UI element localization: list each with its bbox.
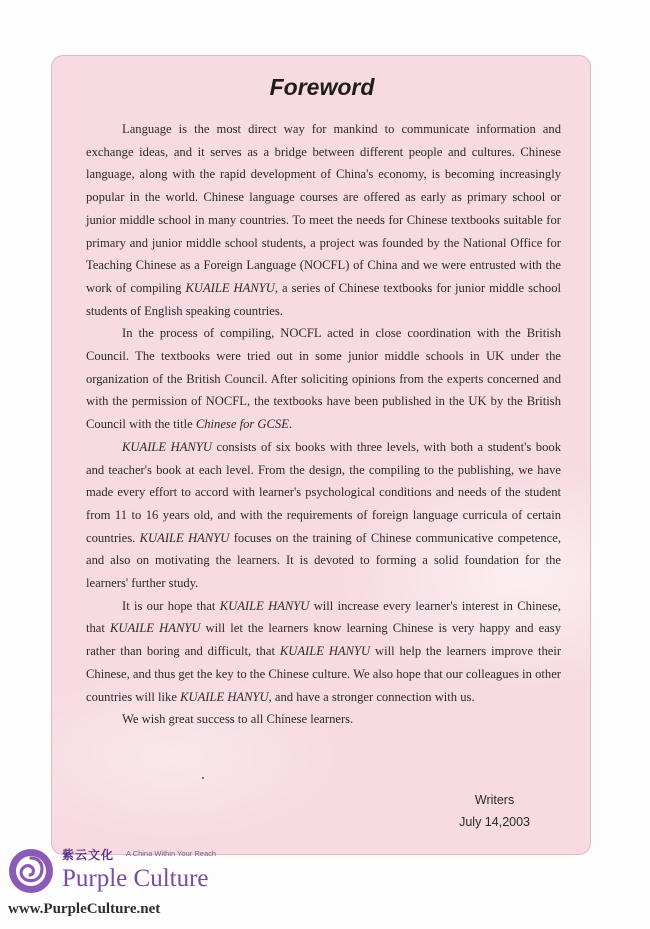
book-title-text: KUAILE HANYU — [139, 530, 230, 545]
book-title-text: KUAILE HANYU — [109, 621, 201, 636]
watermark — [4, 842, 264, 927]
watermark-chinese-name: 紫云文化 — [62, 848, 115, 862]
paragraph — [86, 118, 561, 322]
paragraph — [86, 708, 561, 731]
book-title-text: Chinese for GCSE — [195, 417, 289, 432]
watermark-url: www.PurpleCulture.net — [8, 901, 161, 917]
book-title-text: KUAILE HANYU — [122, 439, 212, 454]
signature-block — [459, 789, 530, 833]
page-title: Foreword — [269, 74, 375, 100]
paragraph-text: Language is the most direct way for mankind to communicate information and exchange ideas, and it serves as a bridge between different people and cultures. Chinese language, along with the rapid development of China's economy, is becoming increasingly popular in the world. Chinese language courses are offered as early as primary school or junior middle school in many countries. To meet the needs for Chinese textbooks suitable for primary and junior middle school students, a project was founded by the National Office for Teaching Chinese as a Foreign Language (NOCFL) of China and we were entrusted with the work of compiling — [86, 122, 561, 295]
paragraph-text: In the process of compiling, NOCFL acted in close coordination with the British Council. The textbooks were tried out in some junior middle schools in UK under the organization of the British Council. After soliciting opinions from the experts concerned and with the permission of NOCFL, the textbooks have been published in the UK by the British Council with the title — [86, 326, 561, 432]
paragraph-text: It is our hope that — [122, 598, 220, 613]
paragraph-text: focuses on the training of Chinese communicative competence, and also on motivating the learners. It is devoted to forming a solid foundation for the learners' further study. — [86, 530, 562, 591]
paragraph-text: We wish great success to all Chinese learners. — [122, 712, 354, 727]
stray-dot — [202, 777, 204, 779]
paragraph-text: . — [288, 417, 293, 432]
book-title-text: KUAILE HANYU — [279, 644, 371, 659]
paragraph-text: , a series of Chinese textbooks for junior middle school students of English speaking countries. — [86, 280, 561, 318]
foreword-panel — [51, 55, 591, 855]
foreword-body — [86, 118, 561, 731]
paragraph-text: will let the learners know learning Chinese is very happy and easy rather than boring and difficult, that — [86, 621, 561, 659]
paragraph — [86, 436, 561, 595]
signature-author: Writers — [474, 793, 515, 807]
paragraph-text: , and have a stronger connection with us. — [268, 689, 475, 704]
paragraph — [86, 322, 561, 436]
watermark-brand-name: Purple Culture — [62, 865, 209, 892]
book-title-text: KUAILE HANYU — [185, 280, 275, 295]
watermark-slogan: A China Within Your Reach — [126, 849, 217, 858]
paragraph-text: will help the learners improve their Chinese, and thus get the key to the Chinese culture. We also hope that our colleagues in other countries will like — [86, 644, 562, 704]
book-title-text: KUAILE HANYU — [180, 689, 269, 704]
purple-culture-logo-icon — [6, 846, 56, 896]
signature-date: July 14,2003 — [459, 815, 530, 829]
book-title-text: KUAILE HANYU — [219, 598, 310, 613]
paragraph — [86, 595, 561, 709]
paragraph-text: consists of six books with three levels, with both a student's book and teacher's book at each level. From the design, the compiling to the publishing, we have made every effort to accord with learner's psychological conditions and needs of the student from 11 to 16 years old, and with the requirements of foreign language curricula of certain countries. — [86, 439, 561, 545]
paragraph-text: will increase every learner's interest in Chinese, that — [86, 598, 561, 636]
